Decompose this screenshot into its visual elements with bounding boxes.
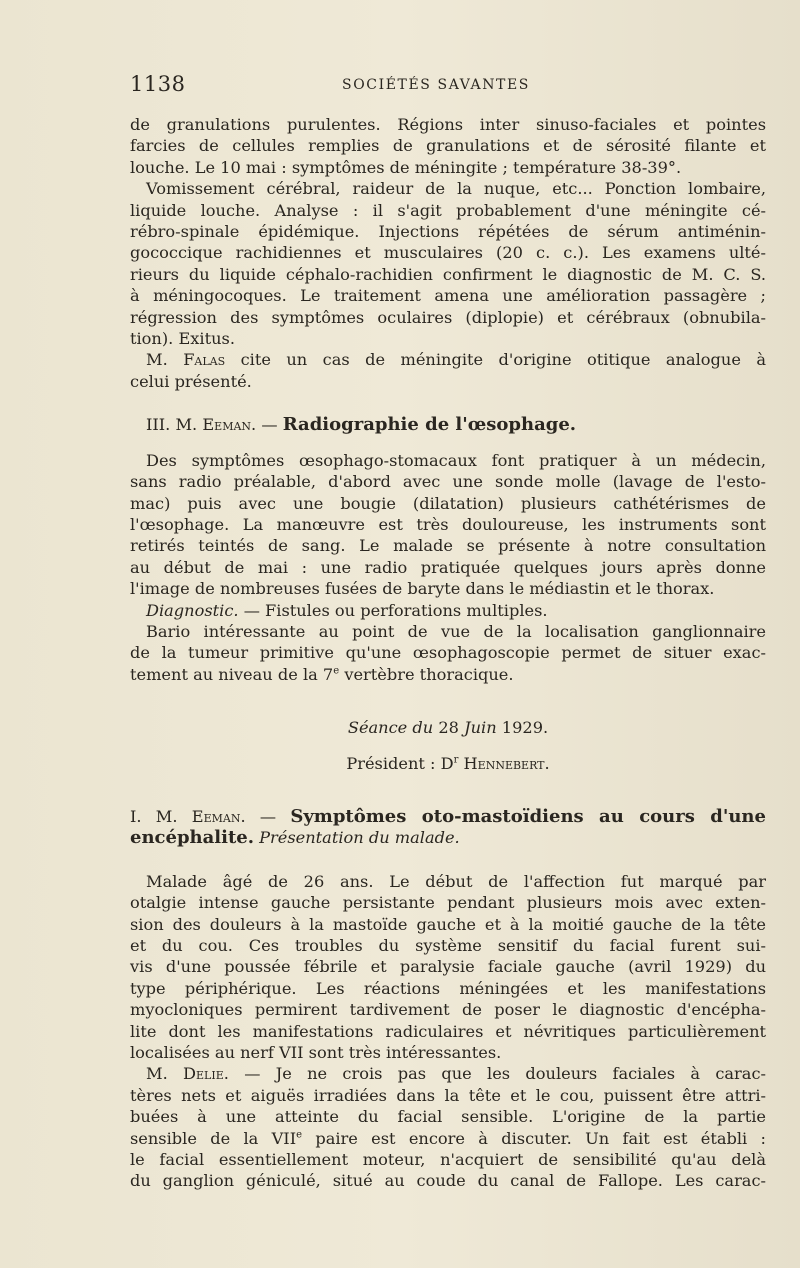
text-line: retirés teintés de sang. Le malade se présente à notre consultation — [130, 536, 766, 556]
text-line — [130, 349, 766, 370]
author-name: Eeman — [202, 415, 252, 435]
text-line: liquide louche. Analyse : il s'agit probablement d'une méningite cé- — [130, 200, 766, 220]
text-line: celui présenté. — [130, 371, 252, 391]
paragraph-diagnostic — [130, 600, 766, 621]
text-fragment: paire est encore à discuter. Un fait est établi : — [315, 1128, 766, 1148]
text-line: mac) puis avec une bougie (dilatation) plusieurs cathétérismes de — [130, 493, 766, 513]
section-title: Radiographie de l'œsophage. — [282, 414, 577, 436]
text-line: farcies de cellules remplies de granulations et de sérosité filante et — [130, 136, 766, 156]
paragraph-vomissement — [130, 178, 766, 349]
text-line: sion des douleurs à la mastoïde gauche et à la moitié gauche de la tête — [130, 914, 766, 934]
text-line: rieurs du liquide céphalo-rachidien confirment le diagnostic de M. C. S. — [130, 264, 766, 284]
text-line: lite dont les manifestations radiculaires et névritiques particulièrement — [130, 1021, 766, 1041]
text-fragment: sensible de la VII — [130, 1128, 297, 1148]
paragraph-bario — [130, 621, 766, 685]
text-line: louche. Le 10 mai : symptômes de méningite ; température 38-39°. — [130, 157, 682, 177]
text-line: gococcique rachidiennes et musculaires (20 c. c.). Les examens ulté- — [130, 243, 766, 263]
text-fragment: — Fistules ou perforations multiples. — [243, 600, 548, 620]
text-line — [130, 1063, 766, 1084]
section-subtitle: Présentation du malade. — [259, 828, 460, 848]
author-name: Eeman. — [191, 806, 246, 826]
article-body — [130, 114, 766, 1192]
speaker-name: Delie. — [183, 1064, 229, 1084]
section-number: III. M. — [146, 415, 198, 435]
text-line: Bario intéressante au point de vue de la localisation ganglionnaire — [146, 621, 766, 641]
speaker-prefix: M. — [146, 350, 168, 370]
text-line — [130, 827, 766, 848]
text-line: otalgie intense gauche persistante pendant plusieurs mois avec exten- — [130, 893, 766, 913]
text-line: au début de mai : une radio pratiquée quelques jours après donne — [130, 557, 766, 577]
seance-date — [130, 717, 766, 738]
superscript: e — [333, 665, 340, 677]
seance-month: Juin — [464, 718, 497, 738]
text-line: tion). Exitus. — [130, 329, 235, 349]
president-line — [130, 753, 766, 774]
text-line — [130, 806, 766, 827]
text-fragment: tement au niveau de la 7 — [130, 664, 334, 684]
text-line: de granulations purulentes. Régions inter sinuso-faciales et pointes — [130, 115, 766, 134]
text-line: sans radio préalable, d'abord avec une sonde molle (lavage de l'esto- — [130, 472, 766, 492]
president-name: Hennebert. — [463, 753, 550, 773]
text-line: tères nets et aiguës irradiées dans la tête et le cou, puissent être attri- — [130, 1085, 766, 1105]
text-fragment: cite un cas de méningite d'origine otitique analogue à — [240, 350, 767, 370]
section-heading-radiographie — [130, 414, 766, 435]
president-text — [130, 753, 766, 774]
text-fragment: — Je ne crois pas que les douleurs faciales à carac- — [244, 1064, 766, 1084]
dash: . — — [251, 415, 278, 435]
paragraph-delie — [130, 1063, 766, 1191]
text-fragment: vertèbre thoracique. — [344, 664, 514, 684]
dash: — — [259, 806, 277, 826]
text-line: le facial essentiellement moteur, n'acquiert de sensibilité qu'au delà — [130, 1150, 766, 1170]
speaker-prefix: M. — [146, 1064, 168, 1084]
text-line: myocloniques permirent tardivement de poser le diagnostic d'encépha- — [130, 1000, 766, 1020]
text-line: vis d'une poussée fébrile et paralysie faciale gauche (avril 1929) du — [130, 957, 766, 977]
text-line — [130, 600, 766, 621]
section-heading-symptomes — [130, 806, 766, 849]
page-number: 1138 — [130, 72, 186, 96]
text-line — [130, 414, 766, 435]
paragraph-falas — [130, 349, 766, 392]
text-line: l'œsophage. La manœuvre est très douloureuse, les instruments sont — [130, 514, 766, 534]
text-line: localisées au nerf VII sont très intéressantes. — [130, 1043, 502, 1063]
superscript: e — [296, 1129, 303, 1141]
page-header — [130, 72, 770, 100]
section-number: I. M. — [130, 806, 178, 826]
president-label: Président : D — [346, 753, 454, 773]
text-line: à méningocoques. Le traitement amena une amélioration passagère ; — [130, 286, 766, 306]
section-title-cont: encéphalite. — [130, 827, 254, 849]
seance-year: 1929. — [501, 718, 549, 738]
text-line: régression des symptômes oculaires (diplopie) et cérébraux (obnubila- — [130, 307, 766, 327]
text-line — [130, 1128, 766, 1149]
seance-prefix: Séance du — [347, 718, 434, 738]
text-line: Des symptômes œsophago-stomacaux font pratiquer à un médecin, — [146, 450, 766, 470]
text-line: rébro-spinale épidémique. Injections répétées de sérum antiménin- — [130, 222, 766, 242]
superscript: r — [453, 754, 459, 766]
section-title: Symptômes oto-mastoïdiens au cours d'une — [290, 805, 766, 827]
diagnostic-label: Diagnostic. — [146, 600, 239, 620]
text-line: et du cou. Ces troubles du système sensitif du facial furent sui- — [130, 936, 766, 955]
running-head: SOCIÉTÉS SAVANTES — [342, 77, 531, 93]
paragraph-granulations — [130, 114, 766, 178]
text-line: type périphérique. Les réactions méningées et les manifestations — [130, 978, 766, 998]
text-line: Malade âgé de 26 ans. Le début de l'affection fut marqué par — [146, 871, 766, 891]
paragraph-symptomes-oesophago — [130, 450, 766, 600]
text-line: Vomissement cérébral, raideur de la nuque, etc... Ponction lombaire, — [146, 179, 766, 199]
speaker-name: Falas — [183, 350, 226, 370]
text-line: buées à une atteinte du facial sensible. L'origine de la partie — [130, 1107, 766, 1127]
text-line: de la tumeur primitive qu'une œsophagoscopie permet de situer exac- — [130, 643, 766, 663]
seance-day: 28 — [438, 718, 459, 738]
seance-heading — [130, 717, 766, 738]
text-line: l'image de nombreuses fusées de baryte dans le médiastin et le thorax. — [130, 579, 715, 599]
text-line — [130, 664, 766, 685]
text-line: du ganglion géniculé, situé au coude du canal de Fallope. Les carac- — [130, 1171, 766, 1191]
paragraph-malade — [130, 871, 766, 1064]
